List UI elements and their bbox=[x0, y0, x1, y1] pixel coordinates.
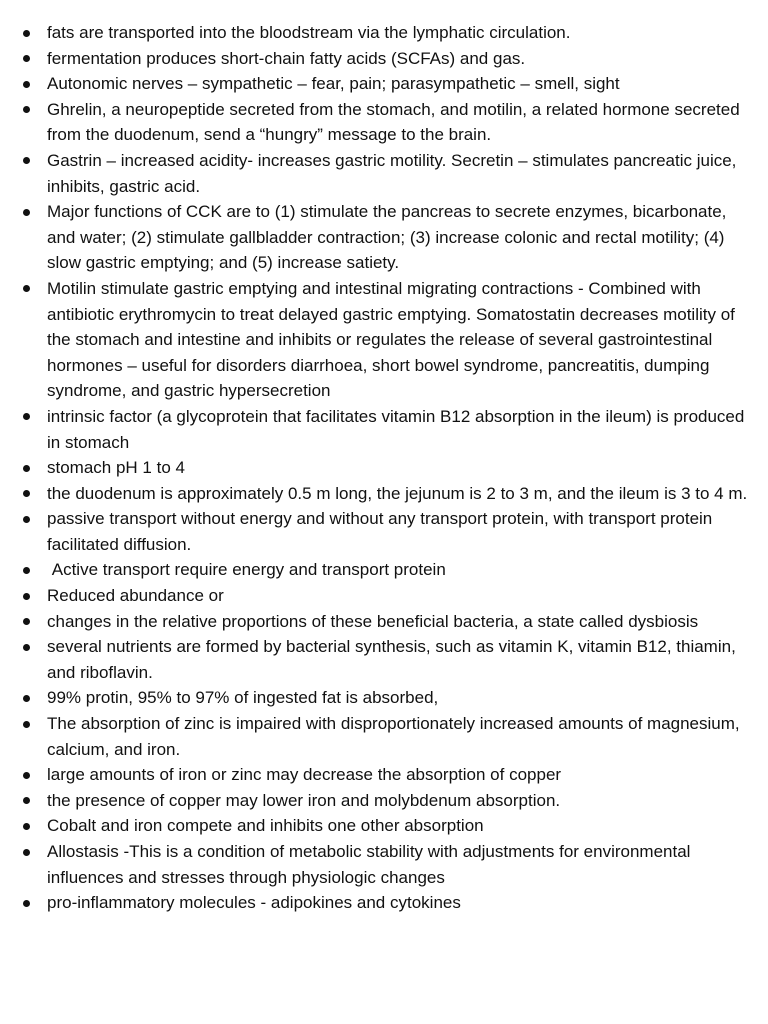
bullet-text: Major functions of CCK are to (1) stimulate the pancreas to secrete enzymes, bicarbonate, and water; (2) stimulate gallbladder contraction; (3) increase colonic and rectal motility; (4) slow gastric emptying; and (5) increase satiety. bbox=[47, 202, 727, 273]
bullet-dot-icon bbox=[23, 721, 30, 728]
bullet-text: 99% protin, 95% to 97% of ingested fat is absorbed, bbox=[47, 688, 439, 708]
bullet-text: intrinsic factor (a glycoprotein that facilitates vitamin B12 absorption in the ileum) is produced in stomach bbox=[47, 406, 745, 452]
bullet-text: stomach pH 1 to 4 bbox=[47, 458, 185, 478]
bullet-dot-icon bbox=[23, 567, 30, 574]
bullet-dot-icon bbox=[23, 823, 30, 830]
bullet-item bbox=[0, 276, 768, 404]
bullet-dot-icon bbox=[23, 209, 30, 216]
bullet-item bbox=[0, 711, 768, 762]
bullet-item bbox=[0, 788, 768, 814]
bullet-item bbox=[0, 71, 768, 97]
bullet-text: Active transport require energy and transport protein bbox=[47, 560, 446, 580]
bullet-dot-icon bbox=[23, 900, 30, 907]
bullet-dot-icon bbox=[23, 106, 30, 113]
bullet-item bbox=[0, 20, 768, 46]
bullet-text: Motilin stimulate gastric emptying and intestinal migrating contractions - Combined with antibiotic erythromycin to treat delayed gastric emptying. Somatostatin decreases motility of the stomach and intestine and inhibits or regulates the release of several gastrointestinal hormones – useful for disorders diarrhoea, short bowel syndrome, pancreatitis, dumping syndrome, and gastric hypersecretion bbox=[47, 278, 735, 401]
bullet-dot-icon bbox=[23, 465, 30, 472]
bullet-text: Ghrelin, a neuropeptide secreted from the stomach, and motilin, a related hormone secreted from the duodenum, send a “hungry” message to the brain. bbox=[47, 99, 740, 145]
bullet-text: changes in the relative proportions of these beneficial bacteria, a state called dysbiosis bbox=[47, 611, 699, 631]
bullet-item bbox=[0, 97, 768, 148]
bullet-text: The absorption of zinc is impaired with disproportionately increased amounts of magnesium, calcium, and iron. bbox=[47, 714, 740, 759]
bullet-item bbox=[0, 455, 768, 481]
bullet-dot-icon bbox=[23, 644, 30, 651]
bullet-item bbox=[0, 199, 768, 276]
bullet-item bbox=[0, 609, 768, 635]
bullet-dot-icon bbox=[23, 30, 30, 37]
bullet-text: Reduced abundance or bbox=[47, 586, 224, 606]
bullet-text: Gastrin – increased acidity- increases gastric motility. Secretin – stimulates pancreatic juice, inhibits, gastric acid. bbox=[47, 150, 737, 196]
bullet-dot-icon bbox=[23, 772, 30, 779]
bullet-dot-icon bbox=[23, 157, 30, 164]
bullet-dot-icon bbox=[23, 797, 30, 804]
document-page bbox=[0, 20, 768, 916]
bullet-item bbox=[0, 839, 768, 890]
bullet-dot-icon bbox=[23, 516, 30, 523]
bullet-dot-icon bbox=[23, 849, 30, 856]
bullet-dot-icon bbox=[23, 695, 30, 702]
bullet-item bbox=[0, 46, 768, 72]
bullet-item bbox=[0, 762, 768, 788]
bullet-text: fermentation produces short-chain fatty acids (SCFAs) and gas. bbox=[47, 48, 526, 68]
bullet-text: Allostasis -This is a condition of metabolic stability with adjustments for environmental influences and stresses through physiologic changes bbox=[47, 842, 691, 887]
bullet-item bbox=[0, 813, 768, 839]
bullet-item bbox=[0, 404, 768, 455]
bullet-text: several nutrients are formed by bacterial synthesis, such as vitamin K, vitamin B12, thiamin, and riboflavin. bbox=[47, 637, 736, 682]
bullet-text: Cobalt and iron compete and inhibits one other absorption bbox=[47, 816, 484, 836]
bullet-item bbox=[0, 583, 768, 609]
bullet-dot-icon bbox=[23, 413, 30, 420]
bullet-item bbox=[0, 481, 768, 507]
bullet-item bbox=[0, 634, 768, 685]
bullet-text: Autonomic nerves – sympathetic – fear, pain; parasympathetic – smell, sight bbox=[47, 74, 620, 94]
bullet-text: the presence of copper may lower iron and molybdenum absorption. bbox=[47, 790, 561, 810]
bullet-item bbox=[0, 148, 768, 199]
bullet-item bbox=[0, 557, 768, 583]
bullet-dot-icon bbox=[23, 81, 30, 88]
bullet-text: the duodenum is approximately 0.5 m long, the jejunum is 2 to 3 m, and the ileum is 3 to 4 m. bbox=[47, 483, 748, 503]
bullet-list bbox=[0, 20, 768, 916]
bullet-text: large amounts of iron or zinc may decrease the absorption of copper bbox=[47, 765, 562, 785]
bullet-item bbox=[0, 506, 768, 557]
bullet-item bbox=[0, 685, 768, 711]
bullet-dot-icon bbox=[23, 618, 30, 625]
bullet-dot-icon bbox=[23, 593, 30, 600]
bullet-text: pro-inflammatory molecules - adipokines and cytokines bbox=[47, 893, 461, 913]
bullet-text: fats are transported into the bloodstream via the lymphatic circulation. bbox=[47, 23, 571, 42]
bullet-dot-icon bbox=[23, 490, 30, 497]
bullet-dot-icon bbox=[23, 285, 30, 292]
bullet-item bbox=[0, 890, 768, 916]
bullet-dot-icon bbox=[23, 55, 30, 62]
bullet-text: passive transport without energy and without any transport protein, with transport protein facilitated diffusion. bbox=[47, 509, 713, 554]
